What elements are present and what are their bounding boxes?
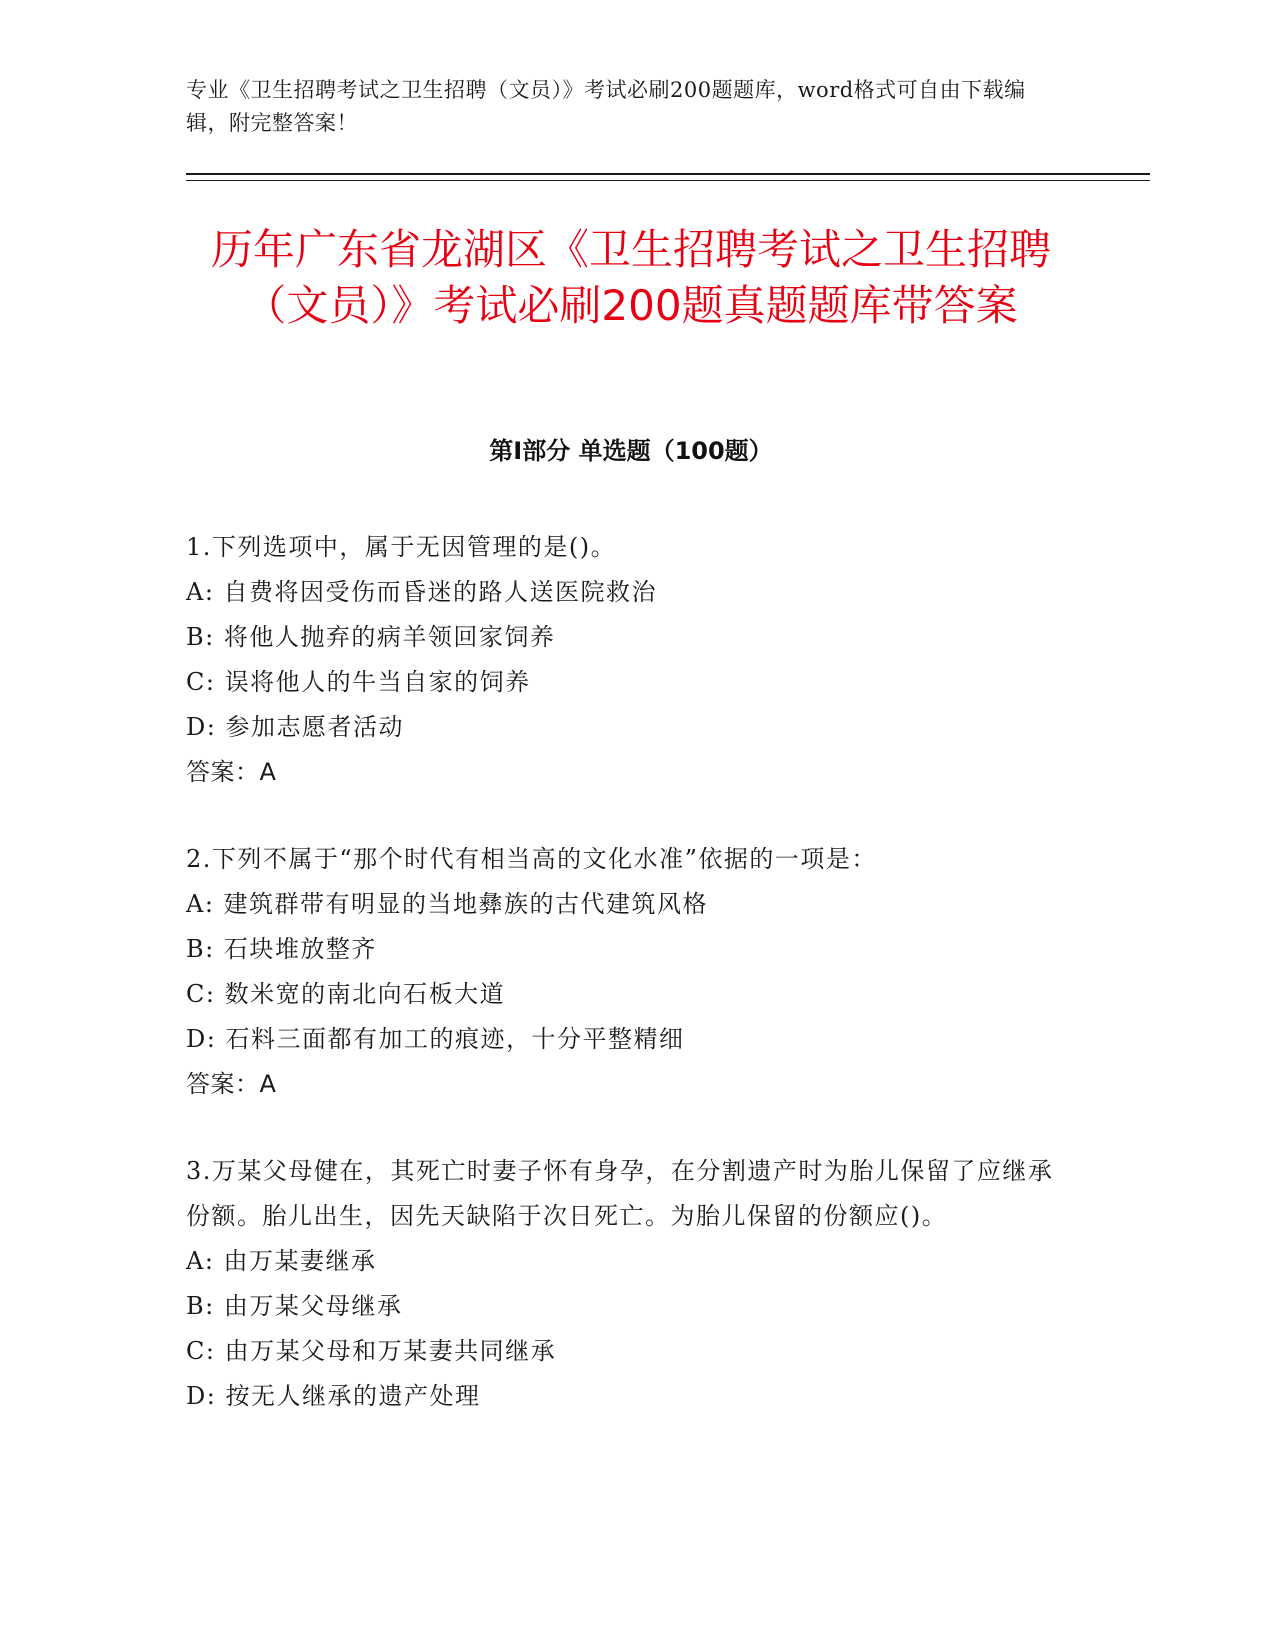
question-3 <box>186 1149 1066 1419</box>
option-a: A: 由万某妻继承 <box>186 1247 377 1275</box>
answer: 答案：A <box>186 758 277 786</box>
question-stem: 3.万某父母健在，其死亡时妻子怀有身孕，在分割遗产时为胎儿保留了应继承份额。胎儿出生，因先天缺陷于次日死亡。为胎儿保留的份额应()。 <box>186 1157 1054 1230</box>
option-b: B: 由万某父母继承 <box>186 1292 403 1320</box>
option-d: D: 参加志愿者活动 <box>186 713 404 741</box>
option-c: C: 误将他人的牛当自家的饲养 <box>186 668 531 696</box>
section-heading: 第I部分 单选题（100题） <box>489 437 773 465</box>
document-title: 历年广东省龙湖区《卫生招聘考试之卫生招聘（文员）》考试必刷200题真题题库带答案 <box>210 225 1051 330</box>
question-stem: 1.下列选项中，属于无因管理的是()。 <box>186 533 617 561</box>
question-stem: 2.下列不属于“那个时代有相当高的文化水准”依据的一项是： <box>186 845 877 873</box>
option-a: A: 自费将因受伤而昏迷的路人送医院救治 <box>186 578 658 606</box>
option-c: C: 由万某父母和万某妻共同继承 <box>186 1337 557 1365</box>
answer: 答案：A <box>186 1070 277 1098</box>
question-1 <box>186 525 1066 795</box>
option-b: B: 石块堆放整齐 <box>186 935 377 963</box>
question-list <box>186 525 1066 1461</box>
header-note: 专业《卫生招聘考试之卫生招聘（文员）》考试必刷200题题库，word格式可自由下载编辑，附完整答案！ <box>186 78 1026 135</box>
option-d: D: 石料三面都有加工的痕迹，十分平整精细 <box>186 1025 685 1053</box>
option-a: A: 建筑群带有明显的当地彝族的古代建筑风格 <box>186 890 709 918</box>
option-d: D: 按无人继承的遗产处理 <box>186 1382 481 1410</box>
header-divider-thin <box>186 180 1150 181</box>
option-b: B: 将他人抛弃的病羊领回家饲养 <box>186 623 556 651</box>
question-2 <box>186 837 1066 1107</box>
header-divider-thick <box>186 173 1150 175</box>
option-c: C: 数米宽的南北向石板大道 <box>186 980 506 1008</box>
